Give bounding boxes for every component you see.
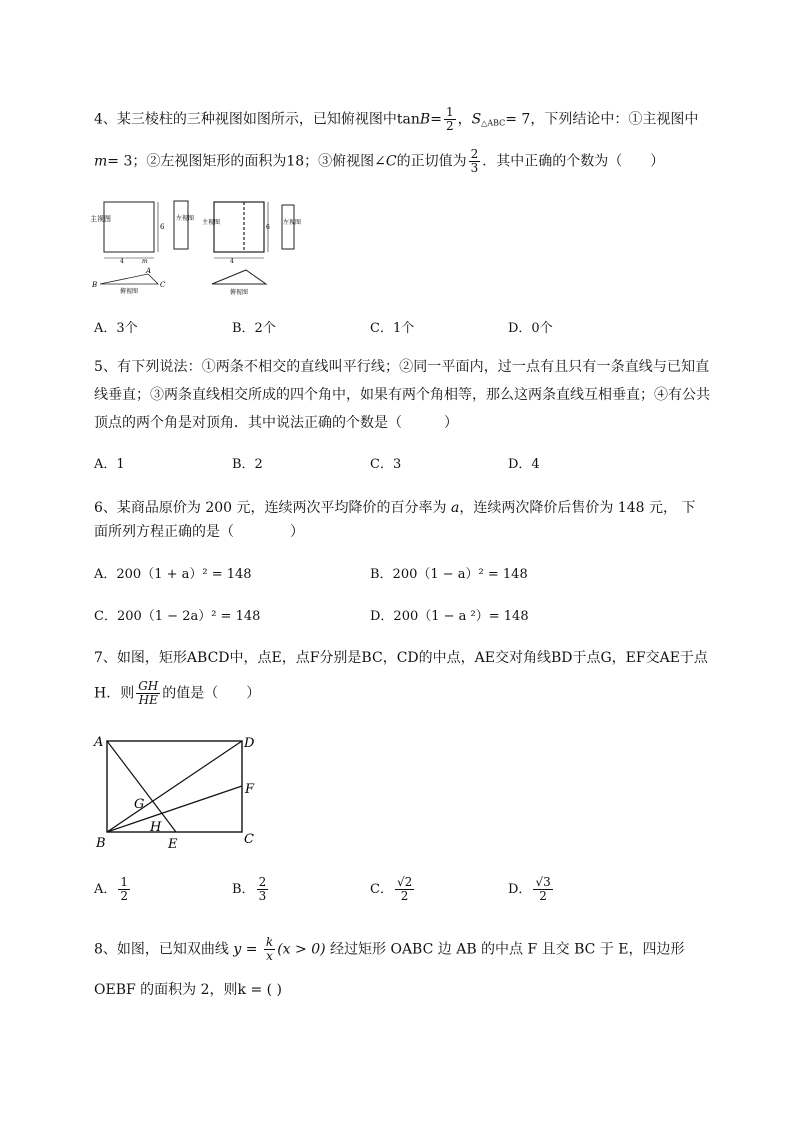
- q8-condition: (x > 0): [277, 941, 326, 958]
- q7-option-d-prefix: D．: [508, 882, 532, 897]
- q4-s-val: = 7: [505, 111, 531, 128]
- q7-label-A: A: [94, 735, 104, 750]
- q4-s-sub: △ABC: [481, 118, 506, 128]
- q4-var-s: S: [471, 111, 482, 128]
- q4-figure-left-side: [173, 200, 193, 252]
- q7-option-c-frac: [395, 876, 414, 903]
- q5-option-c[interactable]: C．3: [370, 457, 402, 472]
- q7-option-b-num: 2: [258, 875, 267, 889]
- q8-k-num: k: [265, 935, 274, 949]
- q7-line2-b: 的值是（ ）: [162, 685, 261, 702]
- q4-frac-den: 3: [470, 161, 479, 175]
- q4-eq: =: [430, 111, 442, 128]
- q6-line1-a: 6、某商品原价为 200 元，连续两次平均降价的百分率为: [94, 500, 451, 516]
- q4-left-front-label: 主视图: [90, 215, 111, 223]
- q7-option-a-prefix: A．: [94, 882, 117, 897]
- q8-line2: OEBF 的面积为 2，则k = ( ): [94, 982, 282, 998]
- q8-eq: =: [241, 941, 262, 958]
- q4-comma: ，: [457, 111, 472, 128]
- q6-line1: [94, 498, 695, 518]
- q6-line1-b: ，连续两次降价后售价为 148 元， 下: [459, 500, 696, 516]
- q7-option-c[interactable]: [370, 876, 416, 903]
- q8-line1: [94, 936, 685, 963]
- q8-line1-b: 经过矩形 OABC 边 AB 的中点 F 且交 BC 于 E，四边形: [325, 941, 685, 958]
- q4-right-front-label: 主视图: [202, 219, 221, 226]
- q4-left-C: C: [160, 281, 166, 289]
- q4-option-a[interactable]: A．3个: [94, 321, 138, 336]
- q7-option-b-frac: [257, 876, 269, 903]
- q4-right-top-label: 俯视图: [230, 289, 249, 296]
- q5-option-b[interactable]: B．2: [232, 457, 263, 472]
- q4-text: 4、某三棱柱的三种视图如图所示，已知俯视图中tan: [94, 111, 420, 128]
- q4-text2: ，下列结论中：①主视图中: [530, 111, 699, 128]
- q4-right-dim6: 6: [266, 224, 270, 231]
- q4-left-A: A: [146, 267, 152, 275]
- q8-var-y: y: [233, 941, 242, 958]
- q4-left-side-label: 左视图: [176, 215, 195, 222]
- q7-label-F: F: [245, 782, 255, 797]
- q6-option-d[interactable]: D．200（1 − a ²）= 148: [370, 609, 529, 624]
- q7-option-b-prefix: B．: [232, 882, 255, 897]
- q4-var-m: m: [94, 153, 108, 170]
- q7-label-D: D: [244, 736, 255, 751]
- q6-option-a[interactable]: A．200（1 + a）² = 148: [94, 567, 252, 582]
- q5-option-a[interactable]: A．1: [94, 457, 125, 472]
- q4-left-B: B: [92, 281, 98, 289]
- q7-line2-a: H．则: [94, 685, 135, 702]
- q7-option-b[interactable]: [232, 876, 270, 903]
- q4-option-b[interactable]: B．2个: [232, 321, 276, 336]
- q7-option-a[interactable]: [94, 876, 132, 903]
- q7-option-c-num: √2: [396, 875, 413, 889]
- q4-left-dim6: 6: [160, 223, 165, 231]
- q7-option-d-den: 2: [539, 889, 547, 903]
- q4-var-b: B: [419, 111, 431, 128]
- q7-option-a-frac: [118, 876, 130, 903]
- q7-label-E: E: [168, 837, 178, 852]
- q4-option-d[interactable]: D．0个: [508, 321, 553, 336]
- q7-option-c-den: 2: [400, 889, 409, 903]
- q4-line2-c: ．其中正确的个数为（ ）: [482, 153, 665, 170]
- q5-line1: 5、有下列说法：①两条不相交的直线叫平行线；②同一平面内，过一点有且只有一条直线与已知直: [94, 359, 710, 375]
- q4-frac-num: 2: [470, 147, 479, 161]
- q5-line3: 顶点的两个角是对顶角．其中说法正确的个数是（ ）: [94, 415, 458, 431]
- q7-option-a-den: 2: [120, 889, 129, 903]
- q7-option-d[interactable]: [508, 876, 555, 903]
- q6-line2: 面所列方程正确的是（ ）: [94, 524, 304, 540]
- q4-line2: [94, 148, 664, 175]
- q4-right-dim4: 4: [230, 258, 234, 265]
- q8-k-den: x: [266, 949, 273, 963]
- q4-var-c: C: [385, 153, 397, 170]
- q6-option-b[interactable]: B．200（1 − a）² = 148: [370, 567, 528, 582]
- q4-half-fraction: [444, 106, 456, 133]
- q7-line2: [94, 680, 260, 707]
- q4-option-c[interactable]: C．1个: [370, 321, 415, 336]
- q7-frac-den: HE: [138, 693, 158, 707]
- q7-option-d-num: √3: [535, 875, 551, 889]
- q7-label-H: H: [150, 820, 162, 835]
- q7-label-C: C: [244, 832, 254, 847]
- q7-option-b-den: 3: [258, 889, 267, 903]
- q4-right-side-label: 左视图: [283, 219, 302, 226]
- q4-left-top-label: 俯视图: [120, 288, 139, 295]
- q7-line1: 7、如图，矩形ABCD中，点E，点F分别是BC，CD的中点，AE交对角线BD于点G，EF交AE于点: [94, 650, 708, 666]
- q7-frac-num: GH: [138, 679, 159, 693]
- q7-figure: [88, 730, 268, 854]
- q7-label-G: G: [134, 797, 145, 812]
- q8-k-fraction: [264, 936, 275, 963]
- q4-line1: [94, 106, 698, 134]
- q4-half-den: 2: [445, 119, 454, 133]
- q4-left-dim4: 4: [120, 258, 124, 265]
- q6-option-c[interactable]: C．200（1 − 2a）² = 148: [94, 609, 261, 624]
- q7-option-d-frac: [533, 876, 552, 903]
- q4-figure-right-side: [281, 204, 302, 254]
- q7-option-a-num: 1: [120, 875, 129, 889]
- q5-line2: 线垂直；③两条直线相交所成的四个角中，如果有两个角相等，那么这两条直线互相垂直；④有公共: [94, 387, 710, 403]
- q4-fraction: [469, 148, 481, 175]
- q4-line2-a: = 3；②左视图矩形的面积为18；③俯视图∠: [107, 153, 386, 170]
- q8-line1-a: 8、如图，已知双曲线: [94, 941, 234, 958]
- q4-half-num: 1: [445, 105, 454, 119]
- q7-label-B: B: [96, 836, 106, 851]
- q5-option-d[interactable]: D．4: [508, 457, 540, 472]
- q6-var-a: a: [450, 500, 460, 516]
- q7-option-c-prefix: C．: [370, 882, 393, 897]
- q4-line2-b: 的正切值为: [396, 153, 467, 170]
- q7-fraction: [136, 680, 160, 707]
- q4-left-dimm: m: [142, 258, 148, 265]
